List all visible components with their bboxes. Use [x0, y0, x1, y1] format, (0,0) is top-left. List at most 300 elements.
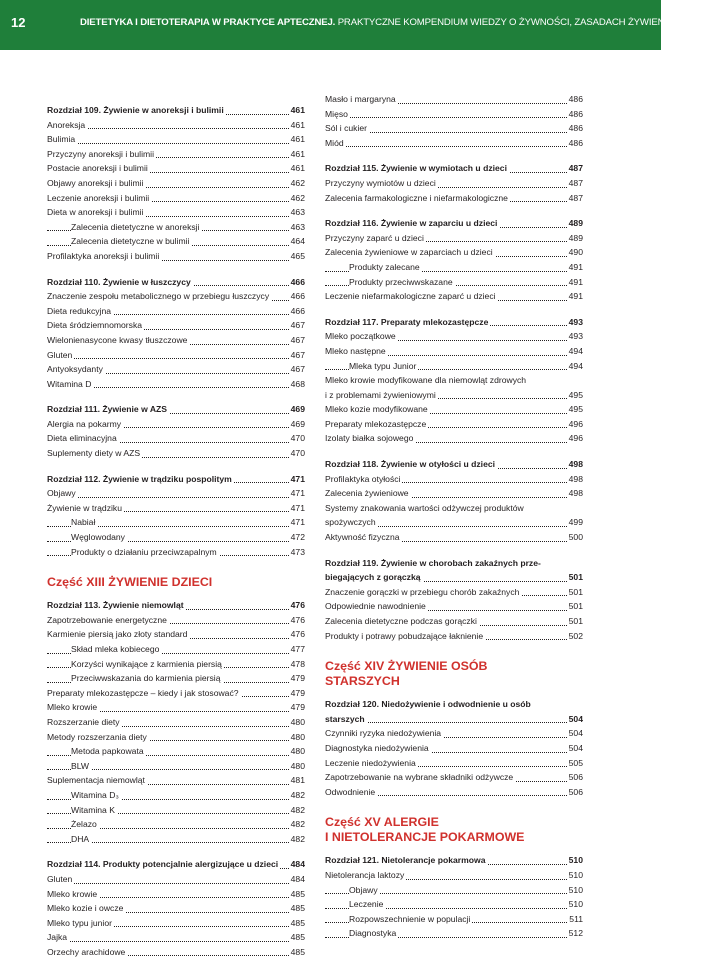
entry-page-number: 482: [289, 788, 305, 803]
entry-title: Profilaktyka otyłości: [325, 473, 401, 484]
entry-title: Systemy znakowania wartości odżywczej produktów: [325, 502, 524, 513]
entry-title: spożywczych: [325, 517, 376, 528]
toc-entry[interactable]: [325, 107, 583, 122]
entry-page-number: 504: [567, 712, 583, 727]
entry-page-number: 461: [289, 132, 305, 147]
entry-title: Przyczyny anoreksji i bulimii: [47, 148, 154, 159]
entry-page-number: 506: [567, 770, 583, 785]
toc-entry[interactable]: [47, 887, 305, 902]
entry-title: Zalecenia żywieniowe w zaparciach u dzieci: [325, 247, 493, 258]
toc-entry[interactable]: [325, 136, 583, 151]
entry-title: Dieta w anoreksji i bulimii: [47, 207, 144, 218]
toc-entry[interactable]: [47, 945, 305, 959]
entry-page-number: 479: [289, 686, 305, 701]
toc-entry[interactable]: [325, 92, 583, 107]
toc-entry[interactable]: [47, 161, 305, 176]
entry-title: Karmienie piersią jako złoty standard: [47, 629, 188, 640]
toc-subentry[interactable]: [325, 897, 583, 912]
toc-subentry[interactable]: [47, 803, 305, 818]
entry-title: Objawy anoreksji i bulimii: [47, 177, 144, 188]
entry-page-number: 489: [567, 216, 583, 231]
chapter-entry[interactable]: [47, 857, 305, 872]
toc-subentry[interactable]: [47, 788, 305, 803]
entry-title: Rozdział 120. Niedożywienie i odwodnienie u osób: [325, 699, 531, 710]
entry-page-number: 461: [289, 103, 305, 118]
chapter-entry[interactable]: [325, 315, 583, 330]
entry-title: biegających z gorączką: [325, 572, 421, 583]
entry-title: Aktywność fizyczna: [325, 532, 400, 543]
entry-title: Żelazo: [71, 819, 97, 830]
toc-entry[interactable]: [325, 629, 583, 644]
entry-page-number: 467: [289, 318, 305, 333]
entry-title: Gluten: [47, 873, 73, 884]
entry-page-number: 466: [289, 275, 305, 290]
entry-page-number: 478: [289, 657, 305, 672]
entry-page-number: 498: [567, 457, 583, 472]
toc-subentry[interactable]: [47, 220, 305, 235]
entry-page-number: 469: [289, 417, 305, 432]
toc-entry[interactable]: [325, 515, 583, 530]
toc-entry[interactable]: [47, 362, 305, 377]
entry-title: Dieta eliminacyjna: [47, 433, 117, 444]
chapter-entry[interactable]: [325, 853, 583, 868]
toc-column-left: [47, 92, 305, 959]
entry-page-number: 495: [567, 402, 583, 417]
part-heading: [47, 575, 305, 590]
entry-page-number: 486: [567, 107, 583, 122]
entry-title: Mleko kozie i owcze: [47, 903, 124, 914]
entry-title: Suplementacja niemowląt: [47, 775, 145, 786]
entry-page-number: 469: [289, 402, 305, 417]
entry-title: Bulimia: [47, 134, 76, 145]
toc-entry[interactable]: [47, 627, 305, 642]
entry-title: Rozdział 111. Żywienie w AZS: [47, 404, 168, 415]
toc-entry[interactable]: [47, 132, 305, 147]
toc-entry[interactable]: [47, 613, 305, 628]
toc-entry[interactable]: [325, 530, 583, 545]
entry-page-number: 495: [567, 388, 583, 403]
entry-page-number: 477: [289, 642, 305, 657]
entry-page-number: 482: [289, 803, 305, 818]
chapter-entry[interactable]: [325, 697, 583, 712]
chapter-entry[interactable]: [47, 402, 305, 417]
entry-page-number: 496: [567, 417, 583, 432]
entry-title: Zalecenia dietetyczne w bulimii: [71, 236, 190, 247]
entry-page-number: 493: [567, 329, 583, 344]
entry-title: Produkty i potrawy pobudzające łaknienie: [325, 630, 484, 641]
entry-page-number: 480: [289, 715, 305, 730]
entry-page-number: 484: [289, 857, 305, 872]
toc-entry[interactable]: [325, 289, 583, 304]
toc-subentry[interactable]: [325, 359, 583, 374]
toc-entry[interactable]: [325, 486, 583, 501]
toc-subentry[interactable]: [325, 883, 583, 898]
entry-title: Znaczenie zespołu metabolicznego w przebiegu łuszczycy: [47, 291, 270, 302]
toc-subentry[interactable]: [325, 912, 583, 927]
entry-title: Produkty zalecane: [349, 261, 420, 272]
entry-page-number: 505: [567, 756, 583, 771]
entry-page-number: 461: [289, 161, 305, 176]
toc-entry[interactable]: [47, 205, 305, 220]
entry-page-number: 467: [289, 348, 305, 363]
entry-title: Zapotrzebowanie energetyczne: [47, 614, 167, 625]
entry-title: Witamina D: [47, 378, 92, 389]
entry-page-number: 498: [567, 472, 583, 487]
entry-title: Mleko kozie modyfikowane: [325, 404, 428, 415]
toc-subentry[interactable]: [47, 671, 305, 686]
toc-entry[interactable]: [325, 756, 583, 771]
toc-entry[interactable]: [47, 318, 305, 333]
entry-title: Leczenie anoreksji i bulimii: [47, 192, 150, 203]
page-number: 12: [11, 15, 26, 30]
entry-page-number: 472: [289, 530, 305, 545]
entry-page-number: 480: [289, 730, 305, 745]
toc-column-right: [325, 92, 583, 941]
entry-page-number: 463: [289, 220, 305, 235]
chapter-entry[interactable]: [325, 161, 583, 176]
entry-title: Profilaktyka anoreksji i bulimii: [47, 250, 160, 261]
toc-entry[interactable]: [47, 304, 305, 319]
entry-title: Przeciwwskazania do karmienia piersią: [71, 673, 221, 684]
entry-title: Mięso: [325, 108, 348, 119]
entry-title: Zapotrzebowanie na wybrane składniki odżywcze: [325, 772, 514, 783]
chapter-entry[interactable]: [47, 598, 305, 613]
part-heading: [325, 815, 583, 845]
toc-subentry[interactable]: [325, 260, 583, 275]
toc-entry[interactable]: [325, 329, 583, 344]
entry-title: Odwodnienie: [325, 786, 376, 797]
entry-title: Alergia na pokarmy: [47, 418, 122, 429]
entry-title: Preparaty mlekozastępcze: [325, 418, 427, 429]
chapter-entry[interactable]: [325, 712, 583, 727]
entry-page-number: 487: [567, 161, 583, 176]
toc-entry[interactable]: [47, 730, 305, 745]
toc-entry[interactable]: [47, 773, 305, 788]
entry-page-number: 501: [567, 585, 583, 600]
entry-page-number: 510: [567, 897, 583, 912]
entry-title: Mleko krowie: [47, 888, 98, 899]
toc-subentry[interactable]: [47, 530, 305, 545]
toc-subentry[interactable]: [47, 832, 305, 847]
entry-title: Suplementy diety w AZS: [47, 448, 141, 459]
entry-page-number: 482: [289, 832, 305, 847]
toc-entry[interactable]: [47, 191, 305, 206]
entry-page-number: 480: [289, 759, 305, 774]
entry-page-number: 487: [567, 176, 583, 191]
entry-title: BLW: [71, 760, 89, 771]
entry-title: Węglowodany: [71, 532, 125, 543]
entry-page-number: 486: [567, 136, 583, 151]
toc-entry[interactable]: [325, 344, 583, 359]
entry-page-number: 493: [567, 315, 583, 330]
entry-title: Rozdział 117. Preparaty mlekozastępcze: [325, 316, 489, 327]
entry-page-number: 481: [289, 773, 305, 788]
entry-page-number: 500: [567, 530, 583, 545]
entry-page-number: 496: [567, 431, 583, 446]
toc-entry[interactable]: [325, 417, 583, 432]
entry-title: Leczenie: [349, 899, 384, 910]
entry-title: Skład mleka kobiecego: [71, 644, 160, 654]
entry-page-number: 491: [567, 275, 583, 290]
entry-title: Jajka: [47, 932, 68, 943]
entry-title: Mleka typu Junior: [349, 360, 417, 371]
toc-subentry[interactable]: [47, 545, 305, 560]
entry-page-number: 510: [567, 868, 583, 883]
toc-subentry[interactable]: [47, 817, 305, 832]
entry-title: Mleko początkowe: [325, 331, 396, 342]
entry-page-number: 494: [567, 359, 583, 374]
page-header: [0, 0, 721, 50]
entry-title: Mleko typu junior: [47, 917, 112, 928]
entry-title: i z problemami żywieniowymi: [325, 389, 436, 400]
entry-page-number: 479: [289, 671, 305, 686]
entry-page-number: 466: [289, 289, 305, 304]
entry-title: Zalecenia farmakologiczne i niefarmakologiczne: [325, 192, 508, 203]
entry-page-number: 461: [289, 118, 305, 133]
entry-title: Produkty przeciwwskazane: [349, 276, 453, 287]
part-heading-line: STARSZYCH: [325, 674, 400, 689]
toc-entry[interactable]: [325, 388, 583, 403]
entry-page-number: 482: [289, 817, 305, 832]
chapter-entry[interactable]: [325, 457, 583, 472]
entry-title: Witamina D₃: [71, 789, 119, 800]
entry-title: Rozpowszechnienie w populacji: [349, 913, 471, 924]
toc-subentry[interactable]: [47, 642, 305, 657]
entry-title: Produkty o działaniu przeciwzapalnym: [71, 546, 217, 557]
entry-page-number: 471: [289, 472, 305, 487]
toc-entry[interactable]: [47, 431, 305, 446]
entry-page-number: 512: [567, 926, 583, 941]
entry-page-number: 468: [289, 377, 305, 392]
entry-title: Mleko następne: [325, 345, 386, 356]
entry-title: Nietolerancja laktozy: [325, 869, 405, 880]
toc-subentry[interactable]: [47, 759, 305, 774]
entry-page-number: 510: [567, 883, 583, 898]
entry-title: Mleko krowie modyfikowane dla niemowląt zdrowych: [325, 375, 527, 386]
entry-title: Zalecenia żywieniowe: [325, 488, 409, 499]
entry-title: Przyczyny wymiotów u dzieci: [325, 177, 436, 188]
toc-entry[interactable]: [47, 930, 305, 945]
toc-entry[interactable]: [325, 501, 583, 516]
entry-title: Czynniki ryzyka niedożywienia: [325, 728, 442, 739]
entry-page-number: 479: [289, 700, 305, 715]
entry-page-number: 494: [567, 344, 583, 359]
entry-title: Żywienie w trądziku: [47, 502, 122, 513]
toc-entry[interactable]: [325, 868, 583, 883]
entry-title: Antyoksydanty: [47, 364, 103, 375]
toc-subentry[interactable]: [47, 744, 305, 759]
entry-title: Rozdział 115. Żywienie w wymiotach u dzieci: [325, 163, 507, 174]
entry-page-number: 486: [567, 92, 583, 107]
chapter-entry[interactable]: [47, 472, 305, 487]
entry-page-number: 484: [289, 872, 305, 887]
entry-page-number: 463: [289, 205, 305, 220]
chapter-entry[interactable]: [47, 275, 305, 290]
toc-entry[interactable]: [325, 785, 583, 800]
chapter-entry[interactable]: [325, 216, 583, 231]
toc-entry[interactable]: [325, 231, 583, 246]
entry-page-number: 467: [289, 362, 305, 377]
entry-title: Rozdział 118. Żywienie w otyłości u dzieci: [325, 459, 496, 470]
toc-entry[interactable]: [325, 585, 583, 600]
entry-title: Rozszerzanie diety: [47, 716, 120, 727]
entry-title: Leczenie niefarmakologiczne zaparć u dzieci: [325, 291, 496, 302]
toc-entry[interactable]: [325, 726, 583, 741]
entry-page-number: 491: [567, 289, 583, 304]
entry-page-number: 510: [567, 853, 583, 868]
entry-title: Rozdział 109. Żywienie w anoreksji i bulimii: [47, 105, 224, 115]
part-heading-line: Część XIII ŻYWIENIE DZIECI: [47, 575, 213, 590]
entry-title: Zalecenia dietetyczne w anoreksji: [71, 221, 200, 232]
toc-entry[interactable]: [47, 289, 305, 304]
toc-subentry[interactable]: [47, 657, 305, 672]
entry-title: Wielonienasycone kwasy tłuszczowe: [47, 334, 188, 345]
entry-page-number: 480: [289, 744, 305, 759]
toc-subentry[interactable]: [325, 926, 583, 941]
entry-page-number: 471: [289, 515, 305, 530]
entry-page-number: 476: [289, 627, 305, 642]
entry-page-number: 501: [567, 614, 583, 629]
toc-subentry[interactable]: [325, 275, 583, 290]
entry-title: Metoda papkowata: [71, 746, 144, 757]
entry-page-number: 486: [567, 121, 583, 136]
entry-page-number: 485: [289, 887, 305, 902]
entry-page-number: 485: [289, 916, 305, 931]
entry-page-number: 498: [567, 486, 583, 501]
toc-entry[interactable]: [47, 872, 305, 887]
toc-entry[interactable]: [325, 431, 583, 446]
chapter-entry[interactable]: [47, 103, 305, 118]
toc-entry[interactable]: [47, 901, 305, 916]
entry-title: Masło i margaryna: [325, 94, 396, 104]
entry-page-number: 464: [289, 234, 305, 249]
entry-page-number: 476: [289, 598, 305, 613]
entry-title: Gluten: [47, 349, 73, 360]
entry-title: Rozdział 121. Nietolerancje pokarmowa: [325, 855, 486, 866]
entry-page-number: 462: [289, 176, 305, 191]
entry-title: Preparaty mlekozastępcze – kiedy i jak stosować?: [47, 687, 239, 698]
entry-page-number: 501: [567, 599, 583, 614]
toc-entry[interactable]: [325, 176, 583, 191]
toc-entry[interactable]: [47, 501, 305, 516]
entry-title: Dieta śródziemnomorska: [47, 320, 143, 331]
entry-title: Znaczenie gorączki w przebiegu chorób zakaźnych: [325, 586, 520, 597]
toc-entry[interactable]: [325, 741, 583, 756]
entry-title: DHA: [71, 833, 90, 844]
entry-title: Objawy: [47, 488, 76, 499]
toc-entry[interactable]: [47, 446, 305, 461]
entry-title: Izolaty białka sojowego: [325, 433, 414, 444]
running-title-bold: DIETETYKA I DIETOTERAPIA W PRAKTYCE APTECZNEJ.: [80, 17, 336, 28]
toc-entry[interactable]: [325, 121, 583, 136]
entry-title: Nabiał: [71, 517, 96, 528]
entry-title: Witamina K: [71, 804, 115, 815]
toc-entry[interactable]: [47, 916, 305, 931]
toc-entry[interactable]: [47, 686, 305, 701]
toc-entry[interactable]: [325, 472, 583, 487]
entry-page-number: 467: [289, 333, 305, 348]
entry-page-number: 476: [289, 613, 305, 628]
toc-entry[interactable]: [47, 348, 305, 363]
toc-entry[interactable]: [47, 377, 305, 392]
entry-page-number: 485: [289, 945, 305, 959]
toc-entry[interactable]: [325, 402, 583, 417]
entry-title: Rozdział 114. Produkty potencjalnie alergizujące u dzieci: [47, 859, 279, 870]
entry-page-number: 499: [567, 515, 583, 530]
entry-title: Rozdział 113. Żywienie niemowląt: [47, 600, 184, 611]
chapter-entry[interactable]: [325, 570, 583, 585]
entry-page-number: 485: [289, 901, 305, 916]
chapter-entry[interactable]: [325, 556, 583, 571]
toc-entry[interactable]: [47, 176, 305, 191]
toc-entry[interactable]: [47, 249, 305, 264]
entry-page-number: 491: [567, 260, 583, 275]
running-title-rest: PRAKTYCZNE KOMPENDIUM WIEDZY O ŻYWNOŚCI, ZASADACH ŻYWIENIA I DIETACH: [337, 17, 721, 28]
entry-title: Rozdział 119. Żywienie w chorobach zakaźnych prze-: [325, 557, 541, 568]
entry-title: Korzyści wynikające z karmienia piersią: [71, 658, 222, 669]
entry-title: Przyczyny zaparć u dzieci: [325, 232, 424, 243]
toc-entry[interactable]: [47, 118, 305, 133]
entry-page-number: 466: [289, 304, 305, 319]
part-heading-line: I NIETOLERANCJE POKARMOWE: [325, 830, 525, 845]
toc-entry[interactable]: [325, 599, 583, 614]
entry-title: Miód: [325, 137, 344, 148]
entry-title: Rozdział 110. Żywienie w łuszczycy: [47, 276, 191, 287]
entry-page-number: 461: [289, 147, 305, 162]
part-heading-line: Część XIV ŻYWIENIE OSÓB: [325, 659, 488, 674]
entry-title: Rozdział 116. Żywienie w zaparciu u dzieci: [325, 218, 498, 229]
entry-title: Metody rozszerzania diety: [47, 731, 147, 742]
toc-entry[interactable]: [47, 333, 305, 348]
entry-page-number: 462: [289, 191, 305, 206]
entry-title: Dieta redukcyjna: [47, 305, 112, 316]
toc-entry[interactable]: [325, 245, 583, 260]
entry-title: Diagnostyka niedożywienia: [325, 742, 429, 753]
entry-title: Objawy: [349, 884, 378, 895]
entry-page-number: 504: [567, 726, 583, 741]
toc-entry[interactable]: [325, 614, 583, 629]
toc-entry[interactable]: [47, 147, 305, 162]
entry-title: Anoreksja: [47, 119, 86, 130]
entry-title: Postacie anoreksji i bulimii: [47, 163, 148, 174]
entry-page-number: 490: [567, 245, 583, 260]
toc-entry[interactable]: [325, 191, 583, 206]
entry-page-number: 504: [567, 741, 583, 756]
toc-subentry[interactable]: [47, 234, 305, 249]
toc-entry[interactable]: [325, 770, 583, 785]
entry-title: starszych: [325, 713, 365, 724]
toc-entry[interactable]: [47, 715, 305, 730]
toc-entry[interactable]: [47, 486, 305, 501]
toc-entry[interactable]: [47, 700, 305, 715]
entry-title: Zalecenia dietetyczne podczas gorączki: [325, 616, 477, 626]
entry-page-number: 489: [567, 231, 583, 246]
entry-title: Diagnostyka: [349, 928, 397, 939]
entry-title: Mleko krowie: [47, 702, 98, 713]
toc-entry[interactable]: [325, 373, 583, 388]
entry-page-number: 471: [289, 486, 305, 501]
entry-page-number: 501: [567, 570, 583, 585]
entry-title: Leczenie niedożywienia: [325, 757, 416, 768]
entry-page-number: 473: [289, 545, 305, 560]
part-heading: [325, 659, 583, 689]
entry-page-number: 502: [567, 629, 583, 644]
entry-page-number: 465: [289, 249, 305, 264]
entry-page-number: 506: [567, 785, 583, 800]
toc-subentry[interactable]: [47, 515, 305, 530]
entry-title: Sól i cukier: [325, 123, 368, 134]
toc-entry[interactable]: [47, 417, 305, 432]
